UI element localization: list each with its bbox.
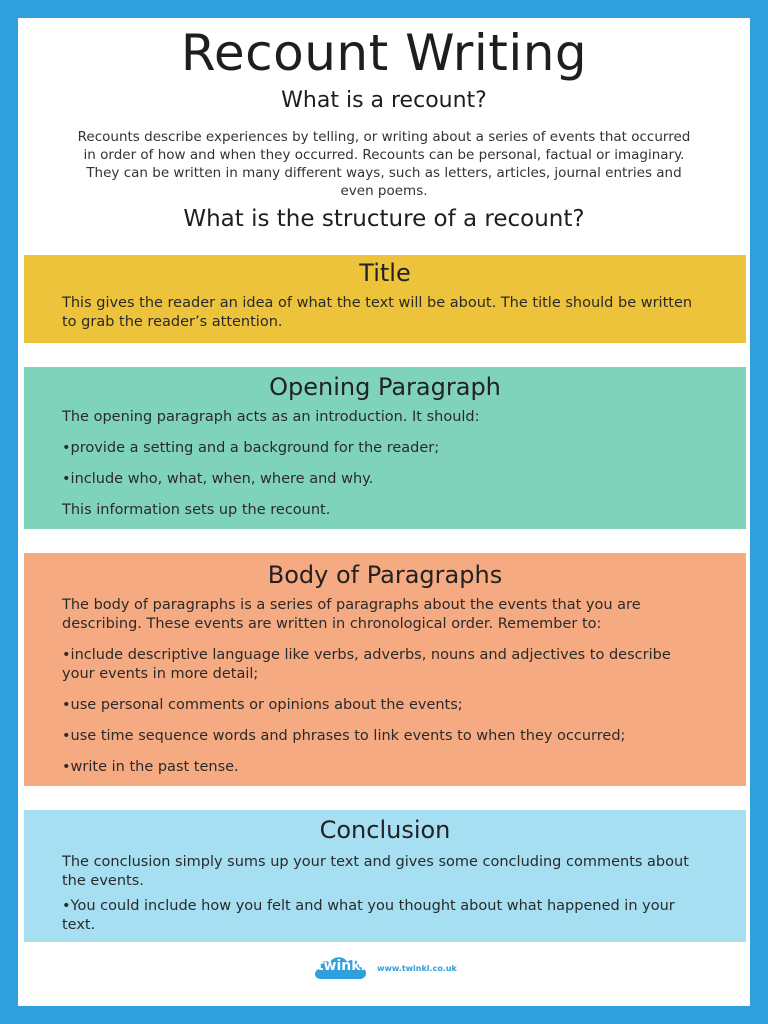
conclusion-bullet: •You could include how you felt and what you thought about what happened in your [62, 898, 675, 914]
intro-line: in order of how and when they occurred. Recounts can be personal, factual or imaginary. [83, 147, 685, 163]
opening-bullet: •include who, what, when, where and why. [62, 471, 374, 487]
footer [0, 952, 768, 984]
opening-bullet: •provide a setting and a background for the reader; [62, 440, 440, 456]
body-bullet: •write in the past tense. [62, 759, 239, 775]
structure-heading: What is the structure of a recount? [183, 206, 585, 232]
website-link[interactable]: www.twinkl.co.uk [377, 963, 457, 973]
title-section-line: to grab the reader’s attention. [62, 314, 283, 330]
intro-line: Recounts describe experiences by telling, or writing about a series of events that occurred [77, 129, 691, 145]
body-paragraphs-heading: Body of Paragraphs [267, 561, 503, 589]
body-intro-line: The body of paragraphs is a series of paragraphs about the events that you are [62, 597, 641, 613]
conclusion-heading: Conclusion [319, 816, 451, 844]
intro-paragraph [62, 128, 706, 200]
logo-text: twinkl [316, 958, 366, 974]
title-section-text [62, 294, 712, 332]
body-intro-line: describing. These events are written in chronological order. Remember to: [62, 616, 602, 632]
title-section-line: This gives the reader an idea of what the text will be about. The title should be written [62, 295, 693, 311]
opening-paragraph-text [62, 408, 712, 520]
body-paragraphs-text [62, 596, 712, 777]
intro-line: They can be written in many different ways, such as letters, articles, journal entries and [86, 165, 682, 181]
what-is-recount-heading: What is a recount? [281, 88, 487, 113]
title-section [24, 255, 746, 343]
conclusion-line: The conclusion simply sums up your text and gives some concluding comments about [62, 854, 689, 870]
opening-paragraph-heading: Opening Paragraph [269, 373, 501, 401]
opening-paragraph-section [24, 367, 746, 529]
conclusion-line: the events. [62, 873, 144, 889]
body-bullet-continuation: your events in more detail; [62, 666, 259, 682]
body-paragraphs-section [24, 553, 746, 786]
body-bullet: •use personal comments or opinions about the events; [62, 697, 463, 713]
conclusion-text [62, 853, 712, 935]
body-bullet: •use time sequence words and phrases to link events to when they occurred; [62, 728, 626, 744]
opening-closing: This information sets up the recount. [62, 502, 331, 518]
body-bullet: •include descriptive language like verbs, adverbs, nouns and adjectives to describe [62, 647, 671, 663]
page-title: Recount Writing [180, 24, 588, 82]
intro-line: even poems. [340, 183, 428, 199]
conclusion-bullet-continuation: text. [62, 917, 96, 933]
conclusion-section [24, 810, 746, 942]
opening-intro: The opening paragraph acts as an introduction. It should: [62, 409, 480, 425]
twinkl-logo[interactable] [311, 953, 371, 983]
title-section-heading: Title [359, 259, 411, 287]
